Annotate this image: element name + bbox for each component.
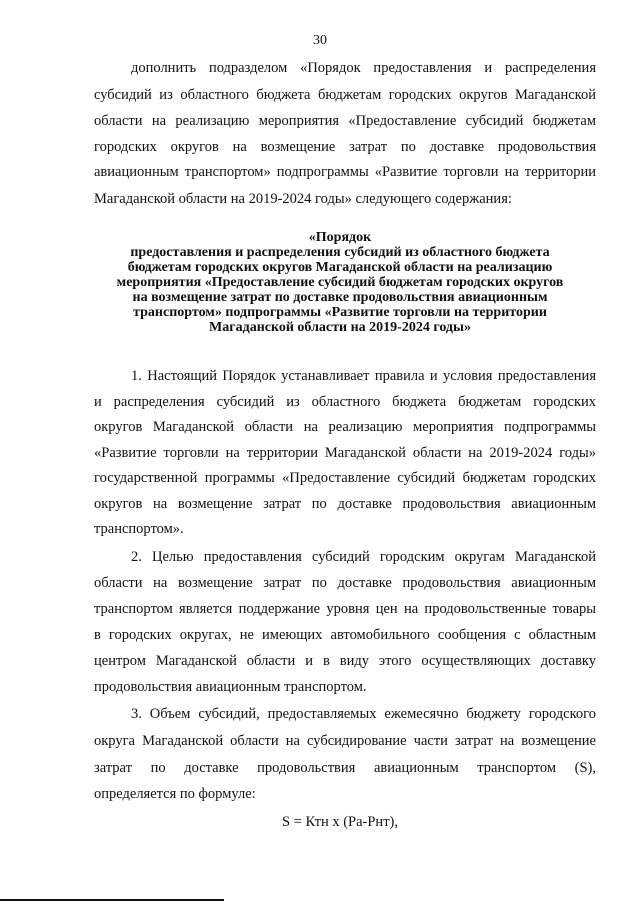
order-heading-line: бюджетам городских округов Магаданской области на реализацию [127,260,553,275]
order-heading-line: предоставления и распределения субсидий из областного бюджета [130,245,550,260]
paragraph-1-line: округов Магаданской области на реализацию мероприятия подпрограммы [94,419,596,435]
paragraph-1-line: 1. Настоящий Порядок устанавливает правила и условия предоставления [131,368,596,384]
paragraph-2-line: области на возмещение затрат по доставке продовольствия авиационным [94,575,596,591]
paragraph-3-line: округа Магаданской области на субсидирование части затрат на возмещение [94,733,596,749]
intro-line: дополнить подразделом «Порядок предоставления и распределения [131,60,596,76]
paragraph-1-line: государственной программы «Предоставление субсидий бюджетам городских [94,470,596,486]
order-heading-line: транспортом» подпрограммы «Развитие торговли на территории [133,305,547,320]
paragraph-3-line: определяется по формуле: [94,786,256,802]
paragraph-1-line: «Развитие торговли на территории Магаданской области на 2019-2024 годы» [94,445,596,461]
order-heading-title: «Порядок [308,230,372,245]
intro-line: авиационным транспортом» подпрограммы «Развитие торговли на территории [94,164,596,180]
intro-line: Магаданской области на 2019-2024 годы» следующего содержания: [94,191,512,207]
paragraph-2-line: 2. Целью предоставления субсидий городским округам Магаданской [131,549,596,565]
paragraph-3-line: 3. Объем субсидий, предоставляемых ежемесячно бюджету городского [131,706,596,722]
intro-line: городских округов на возмещение затрат по доставке продовольствия [94,139,596,155]
paragraph-2-line: в городских округах, не имеющих автомобильного сообщения с областным [94,627,596,643]
footnote-separator [0,899,224,901]
paragraph-2-line: центром Магаданской области и в виду этого осуществляющих доставку [94,653,596,669]
paragraph-1-line: транспортом». [94,521,184,537]
intro-line: субсидий из областного бюджета бюджетам городских округов Магаданской [94,87,596,103]
paragraph-1-line: и распределения субсидий из областного бюджета бюджетам городских [94,394,596,410]
paragraph-1-line: округов на возмещение затрат по доставке продовольствия авиационным [94,496,596,512]
order-heading-line: мероприятия «Предоставление субсидий бюджетам городских округов [116,275,564,290]
order-heading-line: Магаданской области на 2019-2024 годы» [209,320,471,335]
paragraph-2-line: продовольствия авиационным транспортом. [94,679,367,695]
paragraph-3-line: затрат по доставке продовольствия авиационным транспортом (S), [94,760,596,776]
formula: S = Ктн х (Ра-Рнт), [282,814,398,830]
page-number: 30 [313,33,327,48]
order-heading-line: на возмещение затрат по доставке продовольствия авиационным [132,290,548,305]
intro-line: области на реализацию мероприятия «Предоставление субсидий бюджетам [94,113,596,129]
paragraph-2-line: транспортом является поддержание уровня цен на продовольственные товары [94,601,596,617]
